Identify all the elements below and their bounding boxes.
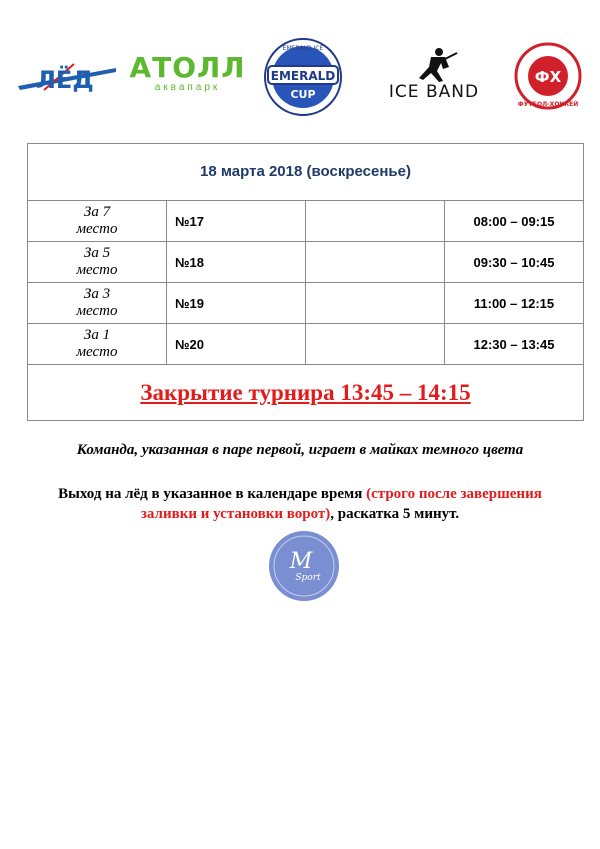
emerald-cup-cup-text: CUP	[290, 88, 316, 101]
hockey-player-icon	[409, 47, 459, 83]
place-cell	[28, 324, 167, 365]
emerald-cup-word: EMERALD	[270, 69, 336, 83]
schedule-date: 18 марта 2018 (воскресенье)	[200, 163, 411, 180]
futbol-hockey-ring-text: ФУТБОЛ-ХОККЕЙ	[517, 101, 579, 108]
atoll-logo-word: АТОЛЛ	[129, 51, 246, 84]
ice-band-word: ICE BAND	[388, 82, 480, 102]
led-logo-mark	[14, 50, 124, 100]
sponsor-logos	[0, 30, 600, 110]
schedule-table	[27, 143, 584, 421]
place-line2: место	[76, 344, 118, 360]
emerald-cup-logo	[262, 36, 344, 118]
place-cell	[28, 242, 167, 283]
date-row	[28, 144, 584, 201]
emerald-cup-top-text: EMERALD ICE	[282, 45, 324, 52]
closing-row	[28, 365, 584, 421]
team-cell	[306, 324, 445, 365]
place-line2: место	[76, 262, 118, 278]
table-row	[28, 242, 584, 283]
match-number: №17	[167, 201, 306, 242]
team-cell	[306, 283, 445, 324]
ice-entry-end: , раскатка 5 минут.	[330, 506, 460, 522]
place-cell	[28, 283, 167, 324]
emerald-cup-emblem	[262, 36, 344, 118]
atoll-logo	[130, 48, 245, 100]
msport-emblem	[268, 530, 340, 602]
svg-text:ФХ: ФХ	[534, 68, 562, 86]
place-line2: место	[76, 303, 118, 319]
team-cell	[306, 201, 445, 242]
place-line1: За 7	[83, 204, 111, 220]
tournament-closing: Закрытие турнира 13:45 – 14:15	[140, 379, 471, 405]
msport-logo	[268, 530, 340, 602]
date-cell	[28, 144, 584, 201]
match-time: 08:00 – 09:15	[445, 201, 584, 242]
table-row	[28, 201, 584, 242]
ice-entry-start: Выход на лёд в указанное в календаре время	[58, 486, 367, 502]
team-cell	[306, 242, 445, 283]
atoll-logo-sub: аквапарк	[154, 82, 221, 93]
table-row	[28, 283, 584, 324]
msport-letter: M	[289, 549, 313, 574]
match-time: 12:30 – 13:45	[445, 324, 584, 365]
place-line1: За 5	[83, 245, 111, 261]
match-number: №18	[167, 242, 306, 283]
table-row	[28, 324, 584, 365]
match-time: 11:00 – 12:15	[445, 283, 584, 324]
ice-entry-note	[30, 484, 570, 524]
ice-band-logo	[375, 44, 493, 104]
place-line1: За 3	[83, 286, 111, 302]
futbol-hockey-emblem	[514, 42, 582, 110]
match-number: №19	[167, 283, 306, 324]
led-logo	[14, 50, 124, 100]
closing-cell	[28, 365, 584, 421]
place-cell	[28, 201, 167, 242]
place-line2: место	[76, 221, 118, 237]
futbol-hockey-logo	[514, 42, 582, 110]
msport-word: Sport	[295, 573, 321, 583]
led-logo-text: ЛЁД	[36, 66, 94, 94]
place-line1: За 1	[83, 327, 111, 343]
ice-entry-condition: (строго после завершения заливки и установки ворот)	[140, 486, 542, 522]
match-number: №20	[167, 324, 306, 365]
jersey-note: Команда, указанная в паре первой, играет в майках темного цвета	[76, 442, 524, 458]
match-time: 09:30 – 10:45	[445, 242, 584, 283]
